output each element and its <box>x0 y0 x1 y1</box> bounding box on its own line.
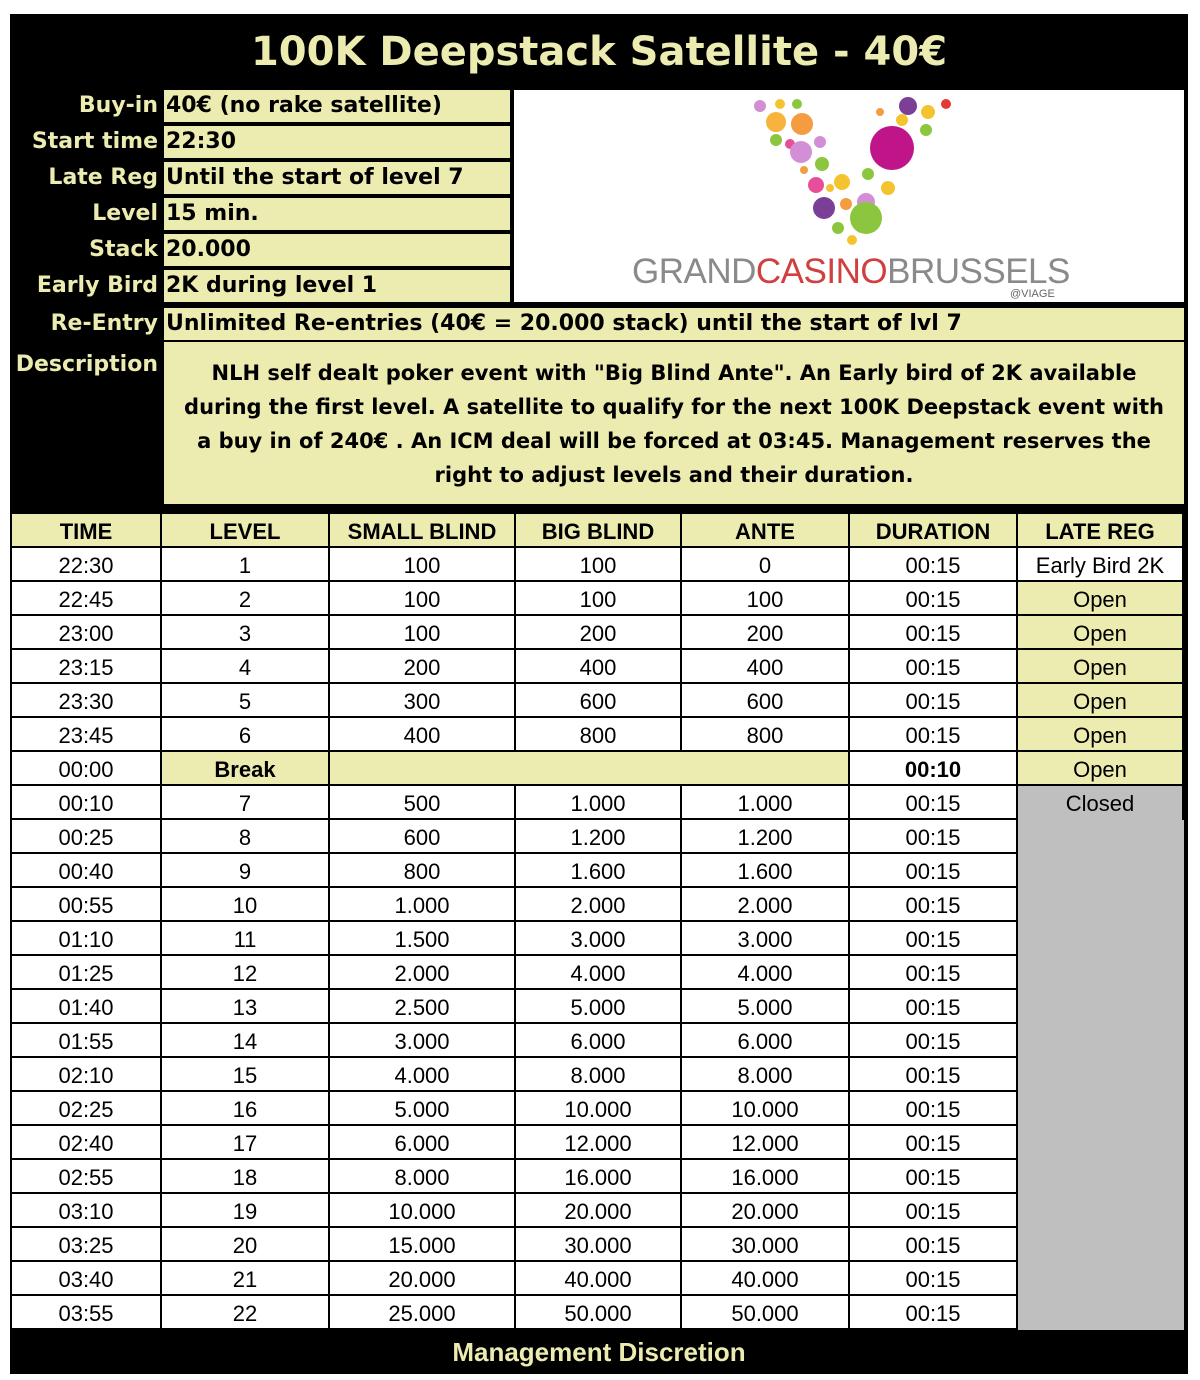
info-value-0: 40€ (no rake satellite) <box>164 90 510 122</box>
description-text: NLH self dealt poker event with "Big Blind Ante". An Early bird of 2K available during the first level. A satellite to qualify for the next 100K Deepstack event with a buy in of 240€ . An ICM deal will be forced at 03:45. Management reserves the right to adjust levels and their duration. <box>164 342 1184 504</box>
table-cell: 00:15 <box>850 1160 1018 1194</box>
table-cell: 5.000 <box>516 990 682 1024</box>
info-label-6: Re-Entry <box>50 311 158 336</box>
structure-sheet <box>10 14 1188 1374</box>
table-cell: 22:45 <box>12 582 162 616</box>
table-cell: 1.200 <box>682 820 850 854</box>
table-cell: 8 <box>162 820 330 854</box>
table-cell: 10.000 <box>516 1092 682 1126</box>
table-cell: 8.000 <box>516 1058 682 1092</box>
table-cell: Open <box>1018 752 1184 786</box>
page-title: 100K Deepstack Satellite - 40€ <box>250 29 948 75</box>
column-header: BIG BLIND <box>516 514 682 548</box>
info-label-1: Start time <box>31 129 158 154</box>
table-cell: 00:40 <box>12 854 162 888</box>
table-cell: 20.000 <box>682 1194 850 1228</box>
column-header: SMALL BLIND <box>330 514 516 548</box>
table-row <box>10 752 1188 786</box>
table-cell: 1.000 <box>516 786 682 820</box>
table-cell: 100 <box>330 548 516 582</box>
table-cell: 2.000 <box>516 888 682 922</box>
table-cell: 100 <box>516 548 682 582</box>
table-row <box>10 888 1188 922</box>
table-cell: 13 <box>162 990 330 1024</box>
table-cell: 200 <box>516 616 682 650</box>
casino-logo-wordmark: GRANDCASINOBRUSSELS <box>632 252 1070 291</box>
table-cell: 03:40 <box>12 1262 162 1296</box>
table-row <box>10 786 1188 820</box>
table-cell: 00:15 <box>850 1126 1018 1160</box>
table-cell: 1.600 <box>682 854 850 888</box>
table-cell: 12.000 <box>516 1126 682 1160</box>
table-cell: 3.000 <box>682 922 850 956</box>
table-cell: 00:15 <box>850 922 1018 956</box>
table-cell: 00:15 <box>850 888 1018 922</box>
table-cell: 17 <box>162 1126 330 1160</box>
column-header: ANTE <box>682 514 850 548</box>
table-row <box>10 990 1188 1024</box>
table-cell: 00:15 <box>850 1228 1018 1262</box>
table-cell: Closed <box>1018 786 1184 820</box>
table-cell: 00:15 <box>850 990 1018 1024</box>
table-cell: 00:00 <box>12 752 162 786</box>
column-header: TIME <box>12 514 162 548</box>
table-cell: 23:45 <box>12 718 162 752</box>
table-cell: 15.000 <box>330 1228 516 1262</box>
table-row <box>10 1160 1188 1194</box>
table-cell: 01:25 <box>12 956 162 990</box>
table-cell: 4.000 <box>682 956 850 990</box>
column-header: DURATION <box>850 514 1018 548</box>
table-cell: 400 <box>682 650 850 684</box>
info-label-2: Late Reg <box>48 165 158 190</box>
table-cell: 1.600 <box>516 854 682 888</box>
table-cell: 4 <box>162 650 330 684</box>
table-cell: 2 <box>162 582 330 616</box>
table-cell: 6.000 <box>516 1024 682 1058</box>
info-value-4: 20.000 <box>164 234 510 266</box>
table-cell: 6.000 <box>682 1024 850 1058</box>
table-cell: 2.000 <box>682 888 850 922</box>
table-cell: 8.000 <box>682 1058 850 1092</box>
table-cell: 02:25 <box>12 1092 162 1126</box>
table-cell: 01:40 <box>12 990 162 1024</box>
info-value-6: Unlimited Re-entries (40€ = 20.000 stack) until the start of lvl 7 <box>164 308 1184 340</box>
info-label-4: Stack <box>89 237 158 262</box>
table-cell: 10.000 <box>682 1092 850 1126</box>
table-cell: 00:15 <box>850 1194 1018 1228</box>
table-row <box>10 922 1188 956</box>
table-cell: Break <box>162 752 330 786</box>
table-cell: Open <box>1018 718 1184 752</box>
table-cell: 50.000 <box>682 1296 850 1330</box>
table-cell: 00:15 <box>850 650 1018 684</box>
info-value-1: 22:30 <box>164 126 510 158</box>
table-cell: 02:55 <box>12 1160 162 1194</box>
table-cell: 40.000 <box>516 1262 682 1296</box>
table-cell: 5.000 <box>330 1092 516 1126</box>
table-row <box>10 718 1188 752</box>
table-cell: 00:15 <box>850 616 1018 650</box>
table-cell: 21 <box>162 1262 330 1296</box>
table-cell: 23:30 <box>12 684 162 718</box>
table-cell: 23:15 <box>12 650 162 684</box>
table-cell: 00:25 <box>12 820 162 854</box>
table-cell: 20 <box>162 1228 330 1262</box>
table-cell: Open <box>1018 684 1184 718</box>
table-cell: 00:15 <box>850 582 1018 616</box>
table-row <box>10 1092 1188 1126</box>
table-row <box>10 1296 1188 1330</box>
table-cell: 200 <box>682 616 850 650</box>
table-row <box>10 616 1188 650</box>
table-cell: 22 <box>162 1296 330 1330</box>
table-cell: 600 <box>330 820 516 854</box>
table-cell: 12.000 <box>682 1126 850 1160</box>
table-cell: 100 <box>516 582 682 616</box>
table-cell: 0 <box>682 548 850 582</box>
table-cell: 400 <box>516 650 682 684</box>
table-cell: 00:15 <box>850 1092 1018 1126</box>
table-row <box>10 854 1188 888</box>
table-header-row <box>10 514 1188 548</box>
table-cell: 400 <box>330 718 516 752</box>
table-cell: 00:15 <box>850 820 1018 854</box>
table-cell: 02:10 <box>12 1058 162 1092</box>
column-header: LEVEL <box>162 514 330 548</box>
table-cell: 1.000 <box>330 888 516 922</box>
table-cell: 12 <box>162 956 330 990</box>
table-cell: 03:25 <box>12 1228 162 1262</box>
info-value-3: 15 min. <box>164 198 510 230</box>
table-cell: 00:15 <box>850 684 1018 718</box>
table-cell: 10 <box>162 888 330 922</box>
table-cell: 600 <box>682 684 850 718</box>
table-row <box>10 650 1188 684</box>
table-cell: 9 <box>162 854 330 888</box>
table-cell: 800 <box>330 854 516 888</box>
table-cell: 00:15 <box>850 956 1018 990</box>
table-cell: 1.500 <box>330 922 516 956</box>
table-cell: 600 <box>516 684 682 718</box>
table-cell: 00:10 <box>850 752 1018 786</box>
table-cell: 00:10 <box>12 786 162 820</box>
info-label-0: Buy-in <box>78 93 158 118</box>
table-cell: 03:10 <box>12 1194 162 1228</box>
table-cell: 6 <box>162 718 330 752</box>
footer-note: Management Discretion <box>10 1332 1188 1374</box>
table-cell: 1.000 <box>682 786 850 820</box>
table-cell: 22:30 <box>12 548 162 582</box>
table-cell: 20.000 <box>330 1262 516 1296</box>
info-label-5: Early Bird <box>36 273 158 298</box>
table-cell: 00:15 <box>850 1058 1018 1092</box>
table-cell: 4.000 <box>516 956 682 990</box>
table-row <box>10 1194 1188 1228</box>
table-cell: 800 <box>682 718 850 752</box>
table-row <box>10 1262 1188 1296</box>
table-cell: 11 <box>162 922 330 956</box>
table-cell: 3 <box>162 616 330 650</box>
table-cell: Open <box>1018 616 1184 650</box>
table-cell: 14 <box>162 1024 330 1058</box>
table-row <box>10 1058 1188 1092</box>
table-cell: 19 <box>162 1194 330 1228</box>
table-cell: 100 <box>682 582 850 616</box>
table-cell: 30.000 <box>516 1228 682 1262</box>
table-row <box>10 1228 1188 1262</box>
table-cell: 2.000 <box>330 956 516 990</box>
table-cell: 01:55 <box>12 1024 162 1058</box>
table-cell: 00:15 <box>850 1024 1018 1058</box>
table-cell: 16 <box>162 1092 330 1126</box>
table-cell: 5.000 <box>682 990 850 1024</box>
table-cell: 100 <box>330 582 516 616</box>
table-cell: 6.000 <box>330 1126 516 1160</box>
table-cell: 00:15 <box>850 1296 1018 1330</box>
table-cell: 4.000 <box>330 1058 516 1092</box>
table-cell: 00:15 <box>850 718 1018 752</box>
info-value-2: Until the start of level 7 <box>164 162 510 194</box>
table-cell: 40.000 <box>682 1262 850 1296</box>
table-cell: Open <box>1018 650 1184 684</box>
table-cell: 00:15 <box>850 786 1018 820</box>
table-cell: 16.000 <box>682 1160 850 1194</box>
table-cell: 25.000 <box>330 1296 516 1330</box>
table-cell: 500 <box>330 786 516 820</box>
table-cell: 200 <box>330 650 516 684</box>
table-cell: 3.000 <box>330 1024 516 1058</box>
table-cell: 1 <box>162 548 330 582</box>
table-cell: 20.000 <box>516 1194 682 1228</box>
table-row <box>10 956 1188 990</box>
table-cell: 10.000 <box>330 1194 516 1228</box>
table-cell: 8.000 <box>330 1160 516 1194</box>
description-label: Description <box>15 352 158 377</box>
table-row <box>10 684 1188 718</box>
table-cell: 50.000 <box>516 1296 682 1330</box>
table-cell: 800 <box>516 718 682 752</box>
column-header: LATE REG <box>1018 514 1184 548</box>
table-cell: 18 <box>162 1160 330 1194</box>
table-cell: 2.500 <box>330 990 516 1024</box>
table-cell: 02:40 <box>12 1126 162 1160</box>
table-cell: 30.000 <box>682 1228 850 1262</box>
table-cell: 00:55 <box>12 888 162 922</box>
info-value-5: 2K during level 1 <box>164 270 510 302</box>
table-cell: 00:15 <box>850 854 1018 888</box>
table-cell: Early Bird 2K <box>1018 548 1184 582</box>
table-cell: 01:10 <box>12 922 162 956</box>
table-cell: 15 <box>162 1058 330 1092</box>
casino-logo-viage: @VIAGE <box>1010 288 1055 300</box>
table-cell: 5 <box>162 684 330 718</box>
table-cell: 100 <box>330 616 516 650</box>
table-cell: 16.000 <box>516 1160 682 1194</box>
casino-logo <box>514 90 1184 302</box>
table-cell: 00:15 <box>850 1262 1018 1296</box>
info-label-3: Level <box>92 201 158 226</box>
table-cell: 7 <box>162 786 330 820</box>
table-cell: 00:15 <box>850 548 1018 582</box>
table-row <box>10 820 1188 854</box>
table-cell <box>330 752 850 786</box>
table-row <box>10 1126 1188 1160</box>
table-row <box>10 1024 1188 1058</box>
table-cell: 3.000 <box>516 922 682 956</box>
table-cell: 03:55 <box>12 1296 162 1330</box>
table-cell: 23:00 <box>12 616 162 650</box>
table-cell: 1.200 <box>516 820 682 854</box>
table-cell: Open <box>1018 582 1184 616</box>
table-cell: 300 <box>330 684 516 718</box>
table-row <box>10 548 1188 582</box>
table-row <box>10 582 1188 616</box>
